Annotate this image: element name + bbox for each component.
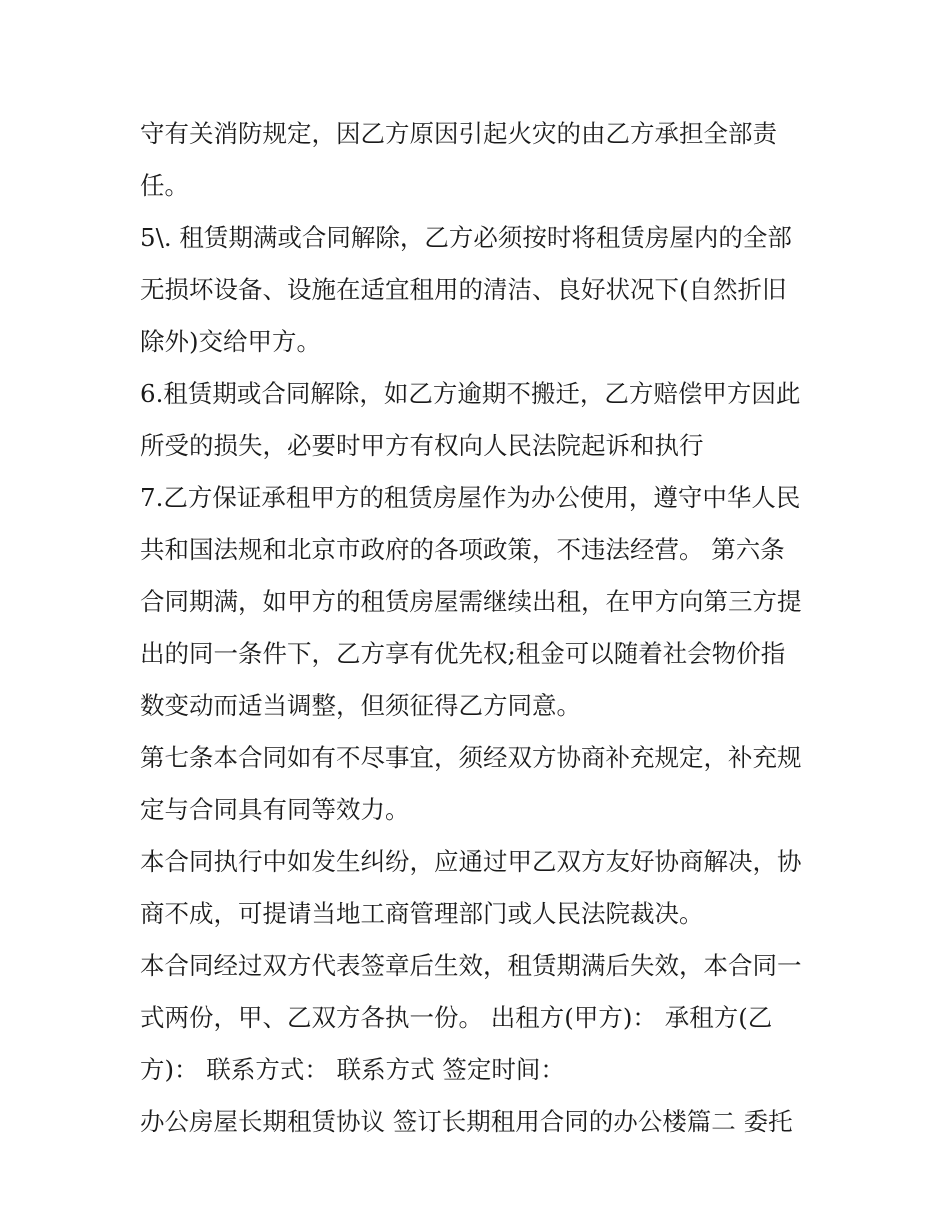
text-line-16: 商不成，可提请当地工商管理部门或人民法院裁决。 (140, 899, 704, 928)
text-line-12: 数变动而适当调整，但须征得乙方同意。 (140, 691, 581, 720)
text-line-19: 方)： 联系方式： 联系方式 签定时间： (140, 1055, 565, 1084)
text-line-5: 除外)交给甲方。 (140, 327, 322, 356)
text-line-15: 本合同执行中如发生纠纷，应通过甲乙双方友好协商解决，协 (140, 847, 802, 876)
text-line-17: 本合同经过双方代表签章后生效，租赁期满后失效，本合同一 (140, 951, 802, 980)
text-line-13: 第七条本合同如有不尽事宜，须经双方协商补充规定，补充规 (140, 743, 802, 772)
text-line-14: 定与合同具有同等效力。 (140, 795, 410, 824)
document-body (140, 108, 820, 1148)
text-line-6: 6.租赁期或合同解除，如乙方逾期不搬迁，乙方赔偿甲方因此 (140, 379, 801, 408)
text-line-18: 式两份，甲、乙双方各执一份。 出租方(甲方)： 承租方(乙 (140, 1003, 773, 1032)
text-line-1: 守有关消防规定，因乙方原因引起火灾的由乙方承担全部责 (140, 119, 777, 148)
text-line-20: 办公房屋长期租赁协议 签订长期租用合同的办公楼篇二 委托 (140, 1107, 793, 1136)
text-line-7: 所受的损失，必要时甲方有权向人民法院起诉和执行 (140, 431, 704, 460)
text-line-4: 无损坏设备、设施在适宜租用的清洁、良好状况下(自然折旧 (140, 275, 787, 304)
text-line-2: 任。 (140, 171, 189, 200)
text-line-3: 5\. 租赁期满或合同解除，乙方必须按时将租赁房屋内的全部 (140, 223, 792, 252)
text-line-8: 7.乙方保证承租甲方的租赁房屋作为办公使用，遵守中华人民 (140, 483, 801, 512)
text-line-10: 合同期满，如甲方的租赁房屋需继续出租，在甲方向第三方提 (140, 587, 802, 616)
text-line-9: 共和国法规和北京市政府的各项政策，不违法经营。 第六条 (140, 535, 785, 564)
text-line-11: 出的同一条件下，乙方享有优先权;租金可以随着社会物价指 (140, 639, 786, 668)
